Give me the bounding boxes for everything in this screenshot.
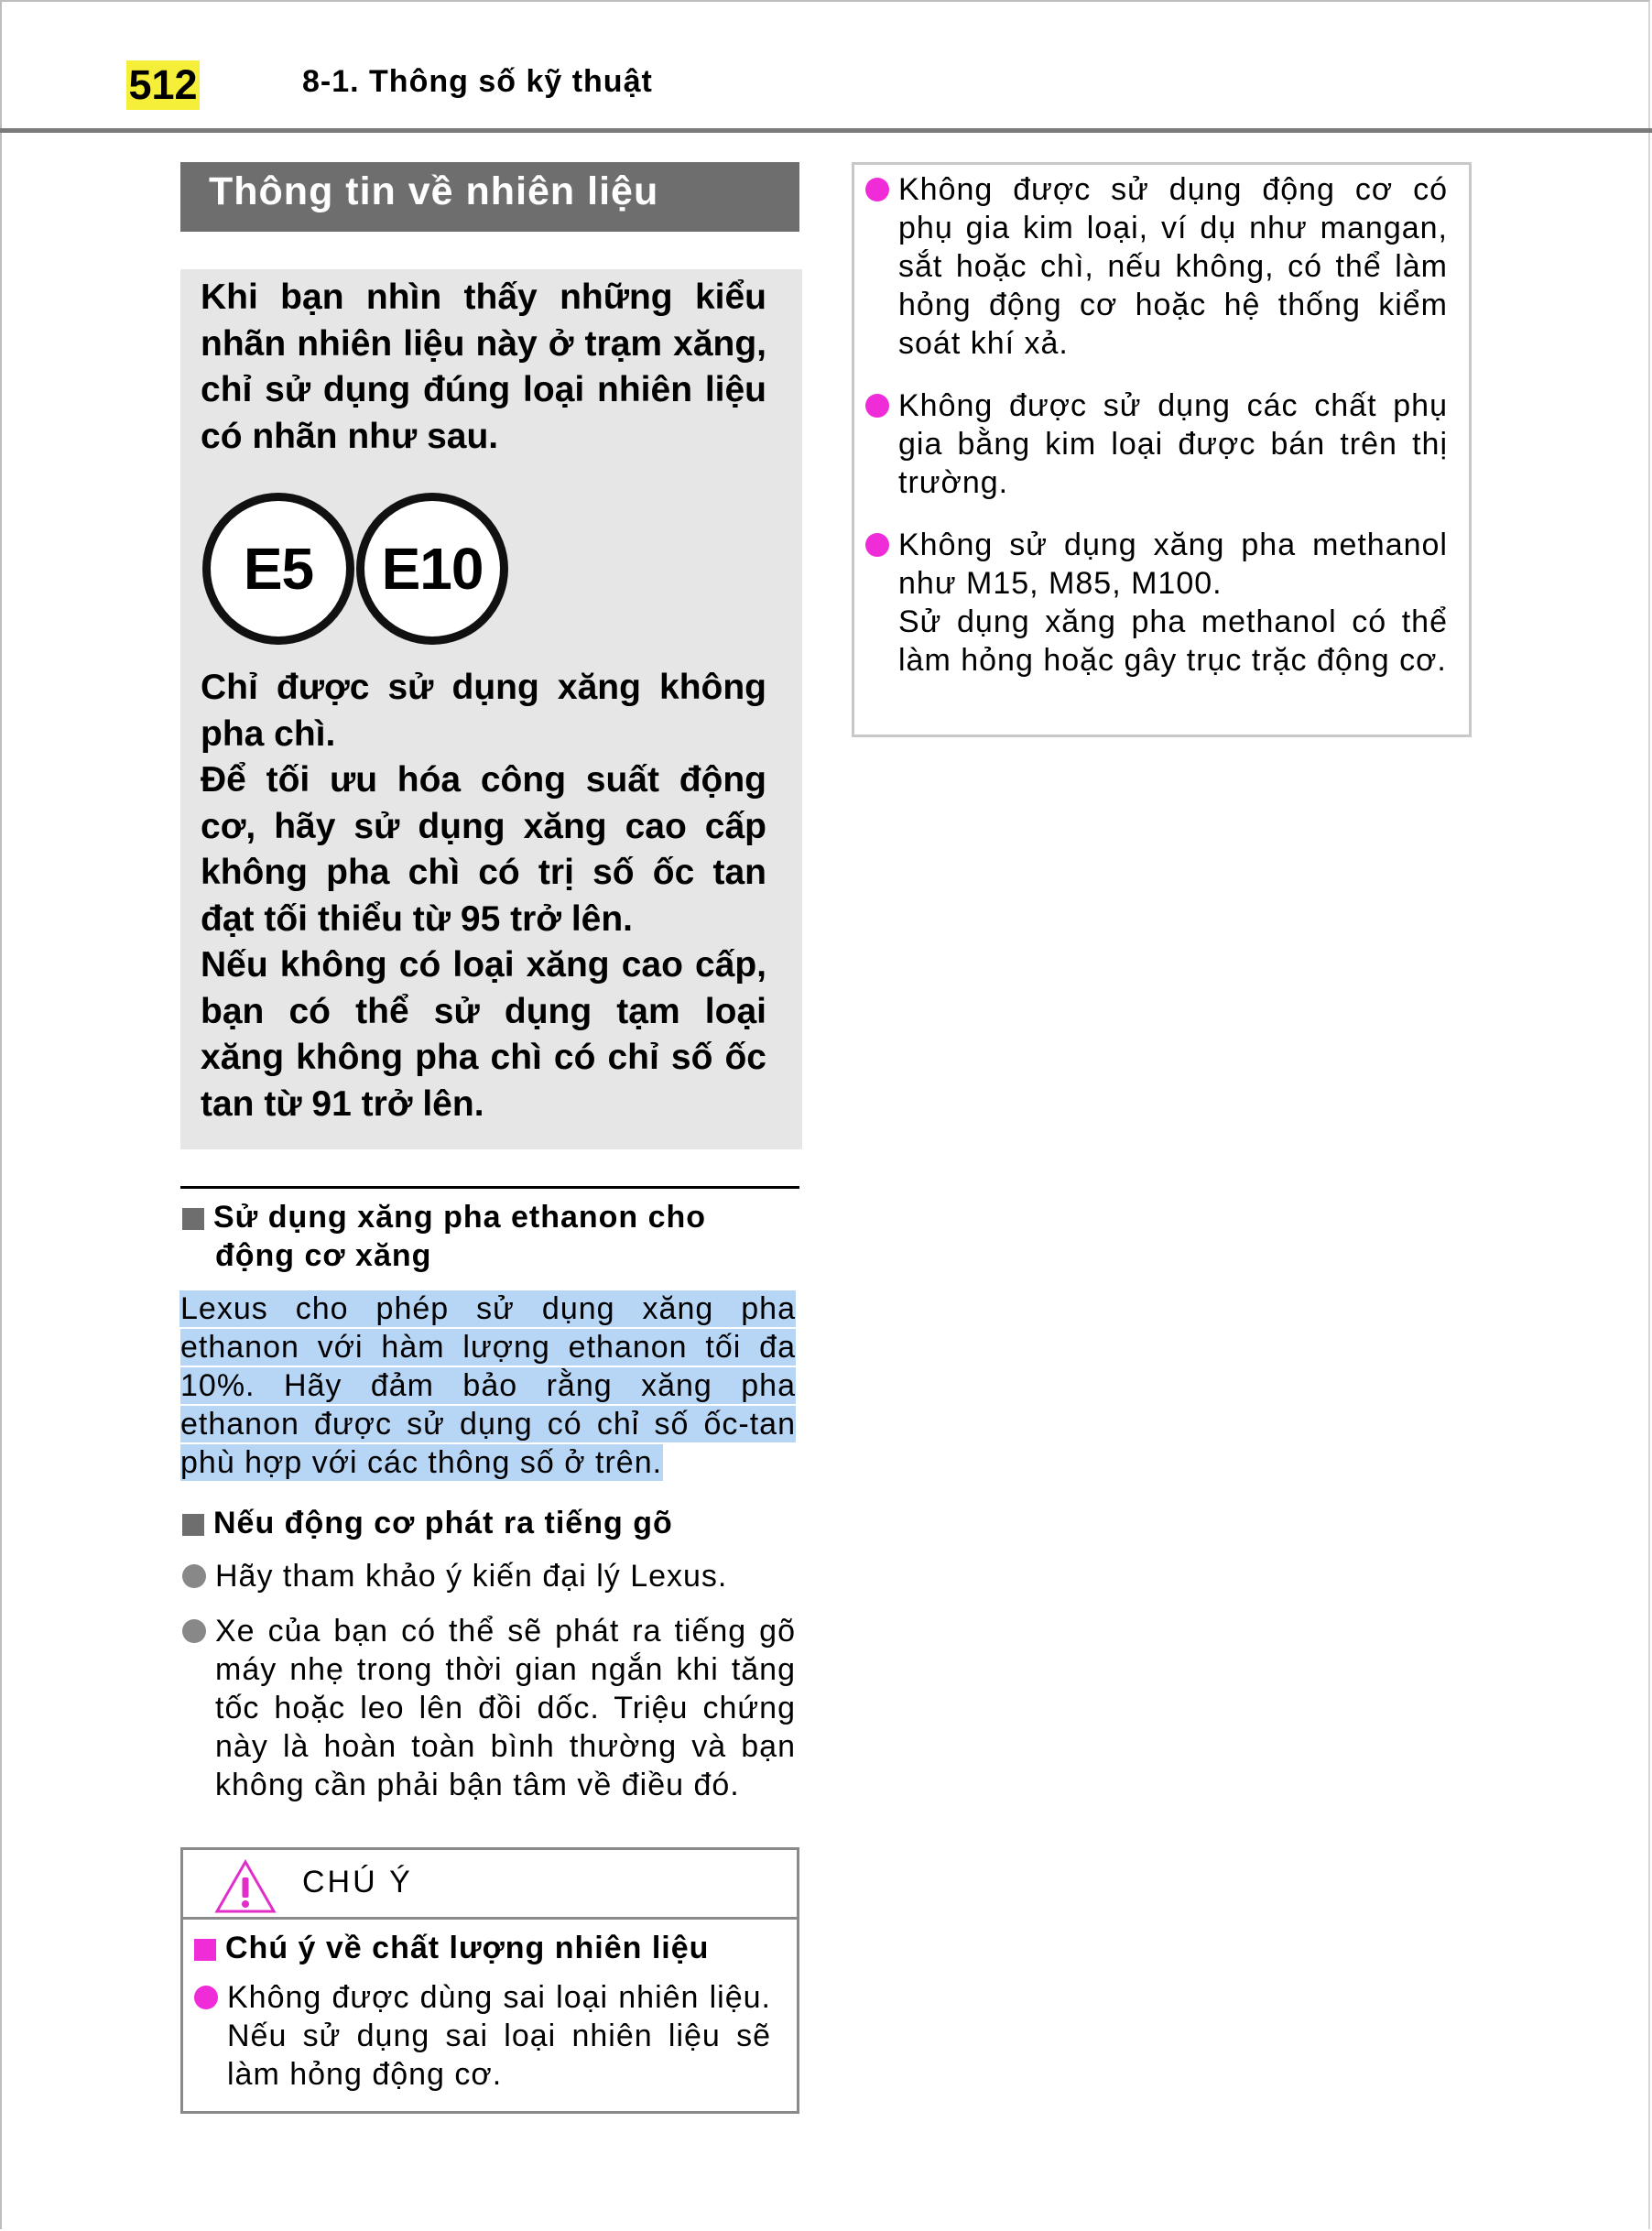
caution-continued-list: [865, 170, 1448, 703]
instruction-paragraph: Để tối ưu hóa công suất động cơ, hãy sử dụng xăng cao cấp không pha chì có trị số ốc tan đạt tối thiểu từ 95 trở lên.: [201, 760, 766, 939]
fuel-label-intro: Khi bạn nhìn thấy những kiểu nhãn nhiên liệu này ở trạm xăng, chỉ sử dụng đúng loại nhiên liệu có nhãn như sau.: [201, 278, 766, 456]
list-item: Không sử dụng xăng pha methanol như M15, M85, M100.: [865, 526, 1448, 603]
page-number: 512: [126, 60, 200, 110]
square-bullet-icon: [194, 1939, 216, 1961]
list-item: Không được dùng sai loại nhiên liệu. Nếu sử dụng sai loại nhiên liệu sẽ làm hỏng động cơ.: [194, 1978, 771, 2094]
section-title-bar: Thông tin về nhiên liệu: [180, 162, 799, 232]
bullet-dot-icon: [865, 178, 889, 201]
fuel-label-e10: E10: [356, 493, 508, 645]
list-item: Không được sử dụng động cơ có phụ gia kim loại, ví dụ như mangan, sắt hoặc chì, nếu không, có thể làm hỏng động cơ hoặc hệ thống kiểm soát khí xả.: [865, 170, 1448, 363]
caution-continued-box: [852, 162, 1472, 737]
fuel-instructions: [201, 665, 766, 1127]
bullet-dot-icon: [182, 1619, 206, 1643]
caution-header: [183, 1850, 797, 1920]
fuel-labels: [202, 493, 569, 676]
ethanol-heading: [182, 1198, 706, 1275]
bullet-dot-icon: [182, 1564, 206, 1588]
caution-bullet-list: [194, 1978, 771, 2110]
knock-bullet-list: [182, 1557, 796, 1821]
ethanol-body[interactable]: [180, 1290, 796, 1482]
bullet-dot-icon: [865, 394, 889, 418]
list-item-continuation: Sử dụng xăng pha methanol có thể làm hỏng hoặc gây trục trặc động cơ.: [898, 604, 1448, 678]
fuel-label-e5: E5: [202, 493, 354, 645]
caution-subheading: Chú ý về chất lượng nhiên liệu: [194, 1931, 709, 1966]
header-divider: [0, 128, 1652, 133]
list-item: Xe của bạn có thể sẽ phát ra tiếng gõ máy nhẹ trong thời gian ngắn khi tăng tốc hoặc leo lên đồi dốc. Triệu chứng này là hoàn toàn bình thường và bạn không cần phải bận tâm về điều đó.: [182, 1612, 796, 1804]
square-bullet-icon: [182, 1208, 204, 1230]
knock-heading-text: Nếu động cơ phát ra tiếng gõ: [213, 1506, 673, 1540]
list-item: Không được sử dụng các chất phụ gia bằng kim loại được bán trên thị trường.: [865, 386, 1448, 502]
subsection-divider: [180, 1186, 799, 1189]
knock-heading: [182, 1504, 673, 1542]
ethanol-heading-line1: Sử dụng xăng pha ethanon cho: [213, 1200, 707, 1235]
ethanol-heading-line2: động cơ xăng: [215, 1238, 432, 1273]
square-bullet-icon: [182, 1514, 204, 1536]
bullet-dot-icon: [865, 533, 889, 557]
selected-text[interactable]: Lexus cho phép sử dụng xăng pha ethanon với hàm lượng ethanon tối đa 10%. Hãy đảm bảo rằng xăng pha ethanon được sử dụng có chỉ số ốc-tan phù hợp với các thông số ở trên.: [180, 1291, 796, 1480]
fuel-info-box: [180, 269, 802, 1149]
instruction-paragraph: Nếu không có loại xăng cao cấp, bạn có thể sử dụng tạm loại xăng không pha chì có chỉ số ốc tan từ 91 trở lên.: [201, 945, 766, 1124]
warning-triangle-icon: [214, 1859, 277, 1914]
instruction-paragraph: Chỉ được sử dụng xăng không pha chì.: [201, 668, 766, 754]
caution-label: CHÚ Ý: [302, 1865, 413, 1899]
caution-box: [180, 1847, 799, 2114]
section-header: 8-1. Thông số kỹ thuật: [302, 64, 653, 99]
list-item: Hãy tham khảo ý kiến đại lý Lexus.: [182, 1557, 796, 1595]
bullet-dot-icon: [194, 1986, 218, 2009]
